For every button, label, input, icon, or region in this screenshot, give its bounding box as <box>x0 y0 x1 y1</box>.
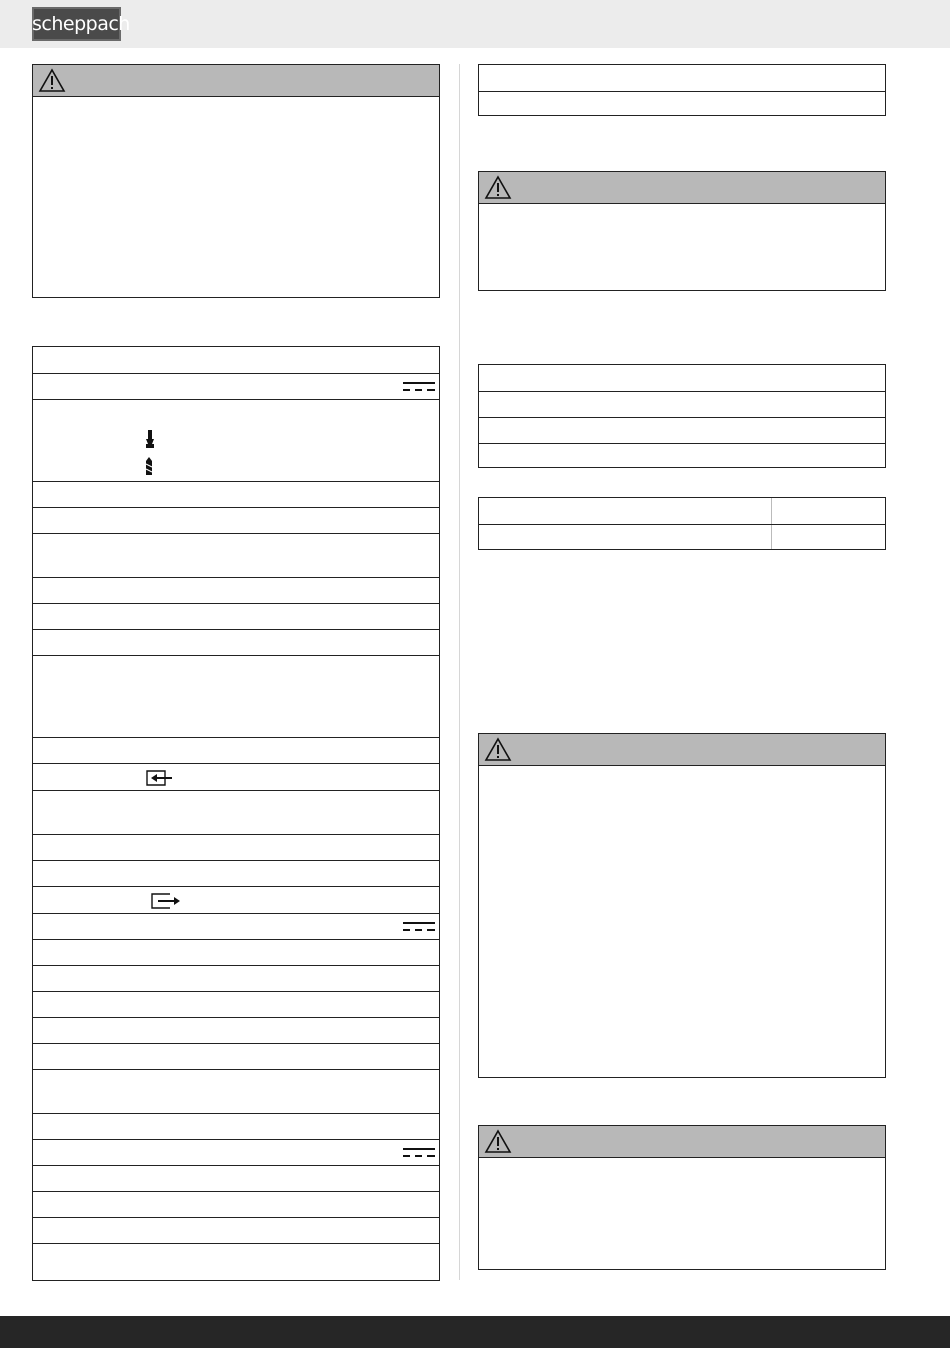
direct-current-icon <box>403 381 435 393</box>
table-row <box>33 1017 439 1043</box>
table-row <box>33 790 439 834</box>
table-row <box>33 939 439 965</box>
page-footer <box>0 1316 950 1348</box>
output-arrow-icon <box>150 892 182 910</box>
input-arrow-icon <box>145 769 173 787</box>
table-row <box>33 1139 439 1165</box>
table-row <box>479 391 885 417</box>
warning-triangle-icon <box>484 737 512 762</box>
table-row <box>33 507 439 533</box>
brand-logo: scheppach <box>32 7 121 41</box>
table-right-2 <box>478 364 886 468</box>
table-row <box>33 1113 439 1139</box>
page-header <box>0 0 950 48</box>
warning-box-3 <box>478 733 886 1078</box>
table-row <box>33 373 439 399</box>
warning-header <box>479 734 885 766</box>
table-row <box>33 629 439 655</box>
table-row <box>33 763 439 790</box>
warning-triangle-icon <box>484 175 512 200</box>
table-row <box>33 347 439 373</box>
table-row <box>33 860 439 886</box>
table-row <box>33 1043 439 1069</box>
warning-header <box>479 1126 885 1158</box>
warning-triangle-icon <box>484 1129 512 1154</box>
direct-current-icon <box>403 1147 435 1159</box>
table-row <box>33 1191 439 1217</box>
table-right-3 <box>478 497 886 550</box>
warning-header <box>479 172 885 204</box>
table-row <box>33 577 439 603</box>
table-row <box>33 1165 439 1191</box>
screwdriver-bit-icon <box>145 430 155 448</box>
table-row <box>479 91 885 115</box>
table-row <box>33 737 439 763</box>
table-row <box>479 65 885 91</box>
table-row <box>33 1243 439 1285</box>
table-row <box>33 533 439 577</box>
table-row <box>479 524 885 549</box>
table-row <box>479 443 885 467</box>
warning-box-2 <box>478 171 886 291</box>
table-row <box>33 834 439 860</box>
table-row <box>33 481 439 507</box>
table-row <box>33 886 439 913</box>
technical-data-table <box>32 346 440 1281</box>
table-row <box>33 399 439 481</box>
table-row <box>33 1069 439 1113</box>
table-row <box>479 365 885 391</box>
warning-triangle-icon <box>38 68 66 93</box>
direct-current-icon <box>403 921 435 933</box>
table-row <box>33 1217 439 1243</box>
warning-box-4 <box>478 1125 886 1270</box>
table-row <box>479 417 885 443</box>
table-right-1 <box>478 64 886 116</box>
drill-bit-icon <box>145 457 153 475</box>
table-row <box>33 655 439 737</box>
table-row <box>33 991 439 1017</box>
table-row <box>479 498 885 524</box>
warning-header <box>33 65 439 97</box>
table-row <box>33 603 439 629</box>
table-row <box>33 965 439 991</box>
column-divider <box>459 64 460 1280</box>
table-row <box>33 913 439 939</box>
warning-box-1 <box>32 64 440 298</box>
